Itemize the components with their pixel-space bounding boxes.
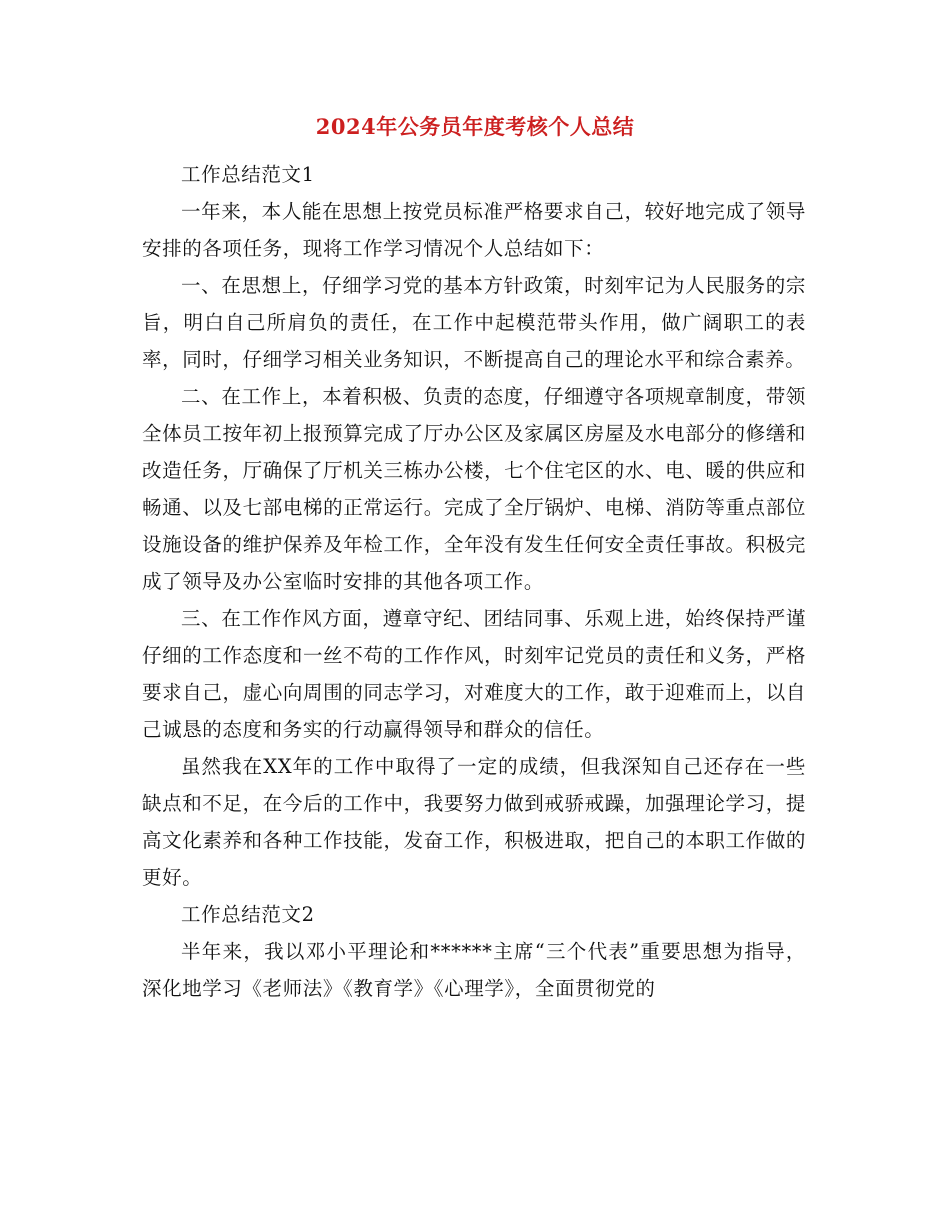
paragraph: 三、在工作作风方面，遵章守纪、团结同事、乐观上进，始终保持严谨仔细的工作态度和一丝不苟的工作作风，时刻牢记党员的责任和义务，严格要求自己，虚心向周围的同志学习，对难度大的工作，敢于迎难而上，以自己诚恳的态度和务实的行动赢得领导和群众的信任。 <box>142 607 806 741</box>
paragraph: 二、在工作上，本着积极、负责的态度，仔细遵守各项规章制度，带领全体员工按年初上报预算完成了厅办公区及家属区房屋及水电部分的修缮和改造任务，厅确保了厅机关三栋办公楼，七个住宅区的水、电、暖的供应和畅通、以及七部电梯的正常运行。完成了全厅锅炉、电梯、消防等重点部位设施设备的维护保养及年检工作，全年没有发生任何安全责任事故。积极完成了领导及办公室临时安排的其他各项工作。 <box>142 385 806 593</box>
paragraph: 一、在思想上，仔细学习党的基本方针政策，时刻牢记为人民服务的宗旨，明白自己所肩负的责任，在工作中起模范带头作用，做广阔职工的表率，同时，仔细学习相关业务知识，不断提高自己的理论水平和综合素养。 <box>142 274 806 371</box>
paragraph: 半年来，我以邓小平理论和******主席“三个代表”重要思想为指导，深化地学习《老师法》《教育学》《心理学》，全面贯彻党的 <box>142 940 806 1000</box>
document-title: 2024年公务员年度考核个人总结 <box>315 114 635 139</box>
document-body <box>142 156 806 1007</box>
section-heading-1: 工作总结范文1 <box>181 163 315 186</box>
section-heading-2: 工作总结范文2 <box>181 903 315 926</box>
paragraph: 一年来，本人能在思想上按党员标准严格要求自己，较好地完成了领导安排的各项任务，现将工作学习情况个人总结如下： <box>142 200 806 260</box>
paragraph: 虽然我在XX年的工作中取得了一定的成绩，但我深知自己还存在一些缺点和不足，在今后的工作中，我要努力做到戒骄戒躁，加强理论学习，提高文化素养和各种工作技能，发奋工作，积极进取，把自己的本职工作做的更好。 <box>142 755 806 889</box>
